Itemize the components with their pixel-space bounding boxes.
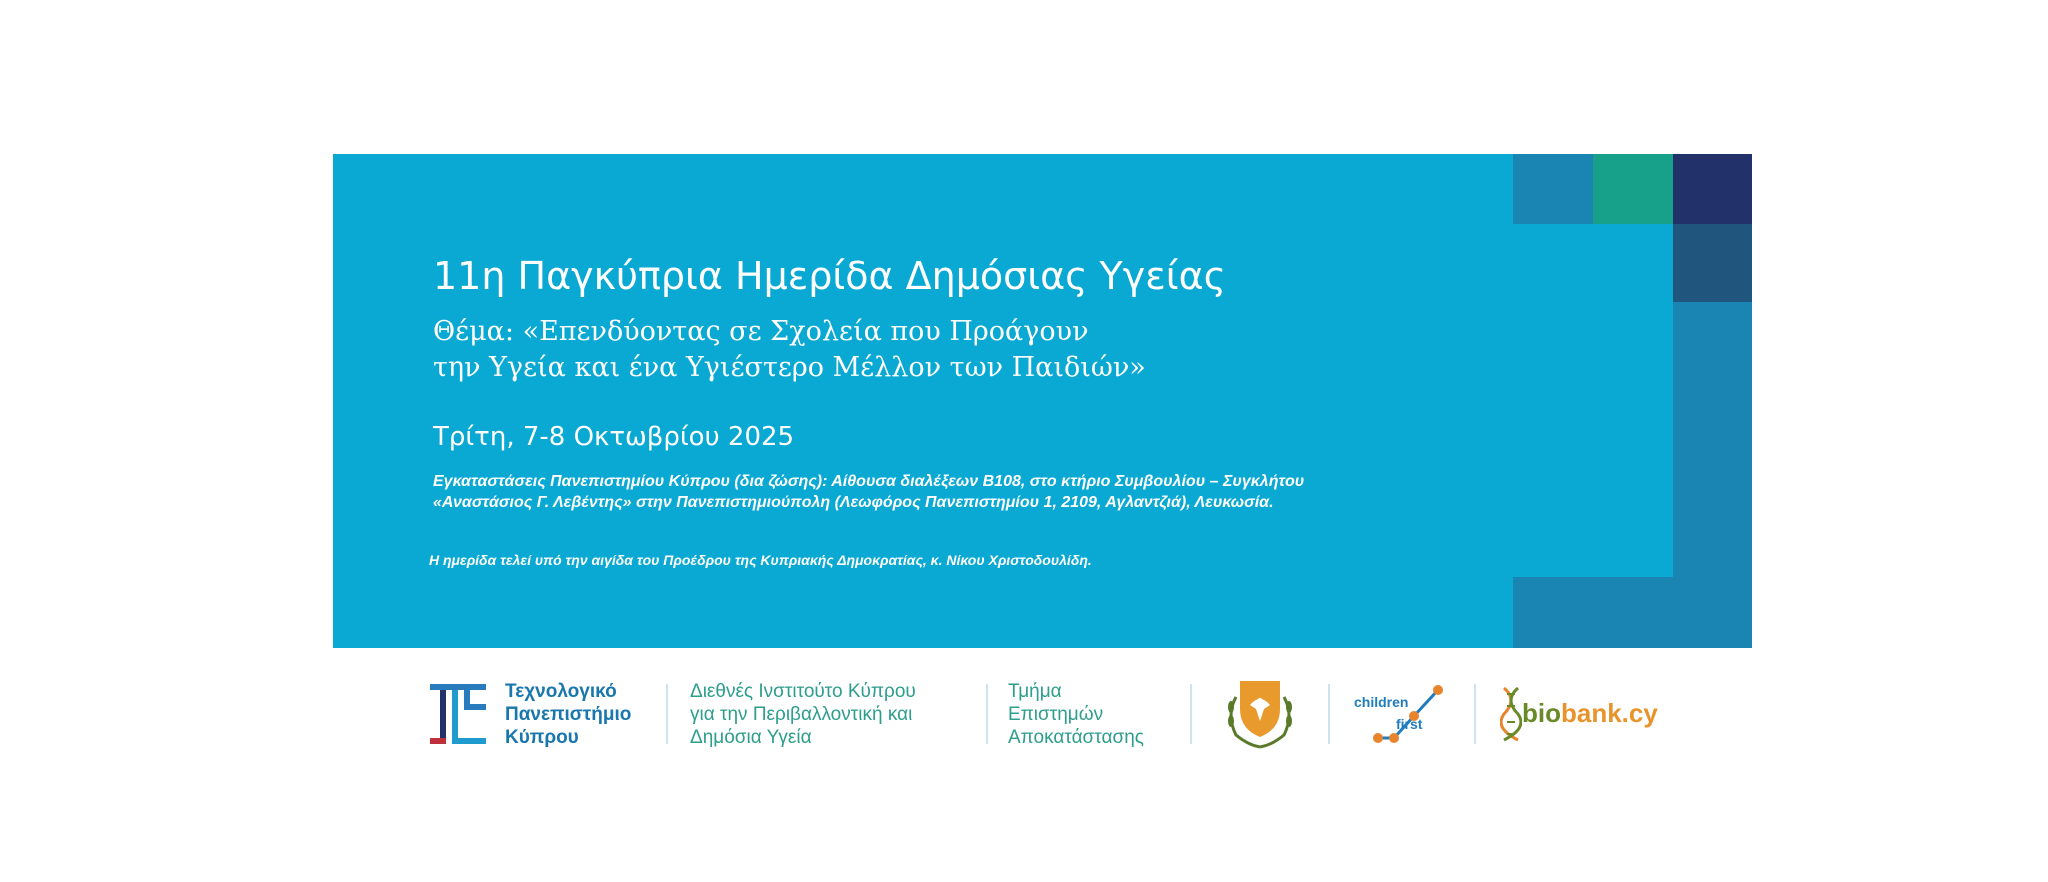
- logo-divider: [1328, 684, 1330, 744]
- event-date: Τρίτη, 7-8 Οκτωβρίου 2025: [433, 422, 795, 452]
- tepak-logo-text: [505, 680, 631, 749]
- cii-line-1: Διεθνές Ινστιτούτο Κύπρου: [690, 681, 916, 702]
- decor-block-bottom: [1513, 577, 1673, 648]
- decor-block-navy: [1673, 154, 1752, 224]
- biobank-logo-text: [1522, 698, 1658, 729]
- children-first-line-1: children: [1354, 694, 1409, 710]
- cii-line-2: για την Περιβαλλοντική και: [690, 704, 913, 725]
- biobank-logo: [1500, 684, 1680, 744]
- event-venue: [433, 471, 1304, 513]
- decor-block-teal: [1593, 154, 1673, 224]
- logo-divider: [1474, 684, 1476, 744]
- event-banner: [333, 154, 1752, 648]
- cii-line-3: Δημόσια Υγεία: [690, 727, 812, 748]
- children-first-line-2: first: [1396, 716, 1423, 732]
- tepak-line-2: Πανεπιστήμιο: [505, 704, 632, 725]
- children-first-graph-icon: [1352, 682, 1452, 746]
- children-first-logo-icon: [1352, 682, 1452, 746]
- decor-block-blue: [1513, 154, 1593, 224]
- venue-line-2: «Αναστάσιος Γ. Λεβέντης» στην Πανεπιστημιούπολη (Λεωφόρος Πανεπιστημίου 1, 2109, Αγλαντζιά), Λευκωσία.: [433, 494, 1274, 511]
- patronage-note: Η ημερίδα τελεί υπό την αιγίδα του Προέδρου της Κυπριακής Δημοκρατίας, κ. Νίκου Χριστοδουλίδη.: [429, 552, 1092, 568]
- logo-divider: [666, 684, 668, 744]
- cyprus-coat-of-arms-icon: [1218, 675, 1302, 751]
- biobank-prefix: bio: [1522, 698, 1561, 728]
- cii-logo-text: [690, 680, 916, 749]
- decor-block-dark: [1673, 224, 1752, 302]
- partner-logos: [0, 660, 2048, 780]
- rehab-logo-text: [1008, 680, 1144, 749]
- biobank-suffix: bank.cy: [1561, 698, 1658, 728]
- logo-divider: [1190, 684, 1192, 744]
- decor-block-right: [1673, 302, 1752, 648]
- theme-line-2: την Υγεία και ένα Υγιέστερο Μέλλον των Παιδιών»: [433, 352, 1146, 383]
- theme-line-1: Θέμα: «Επενδύοντας σε Σχολεία που Προάγουν: [433, 316, 1089, 347]
- tepak-logo-icon: [430, 684, 486, 744]
- venue-line-1: Εγκαταστάσεις Πανεπιστημίου Κύπρου (δια ζώσης): Αίθουσα διαλέξεων Β108, στο κτήριο Συμβουλίου – Συγκλήτου: [433, 473, 1305, 490]
- event-theme: [433, 314, 1146, 386]
- logo-divider: [986, 684, 988, 744]
- event-title: 11η Παγκύπρια Ημερίδα Δημόσιας Υγείας: [433, 254, 1226, 298]
- tepak-line-3: Κύπρου: [505, 727, 579, 748]
- rehab-line-3: Αποκατάστασης: [1008, 727, 1144, 748]
- tepak-line-1: Τεχνολογικό: [505, 681, 617, 702]
- rehab-line-1: Τμήμα: [1008, 681, 1062, 702]
- dna-icon: [1500, 686, 1522, 742]
- rehab-line-2: Επιστημών: [1008, 704, 1104, 725]
